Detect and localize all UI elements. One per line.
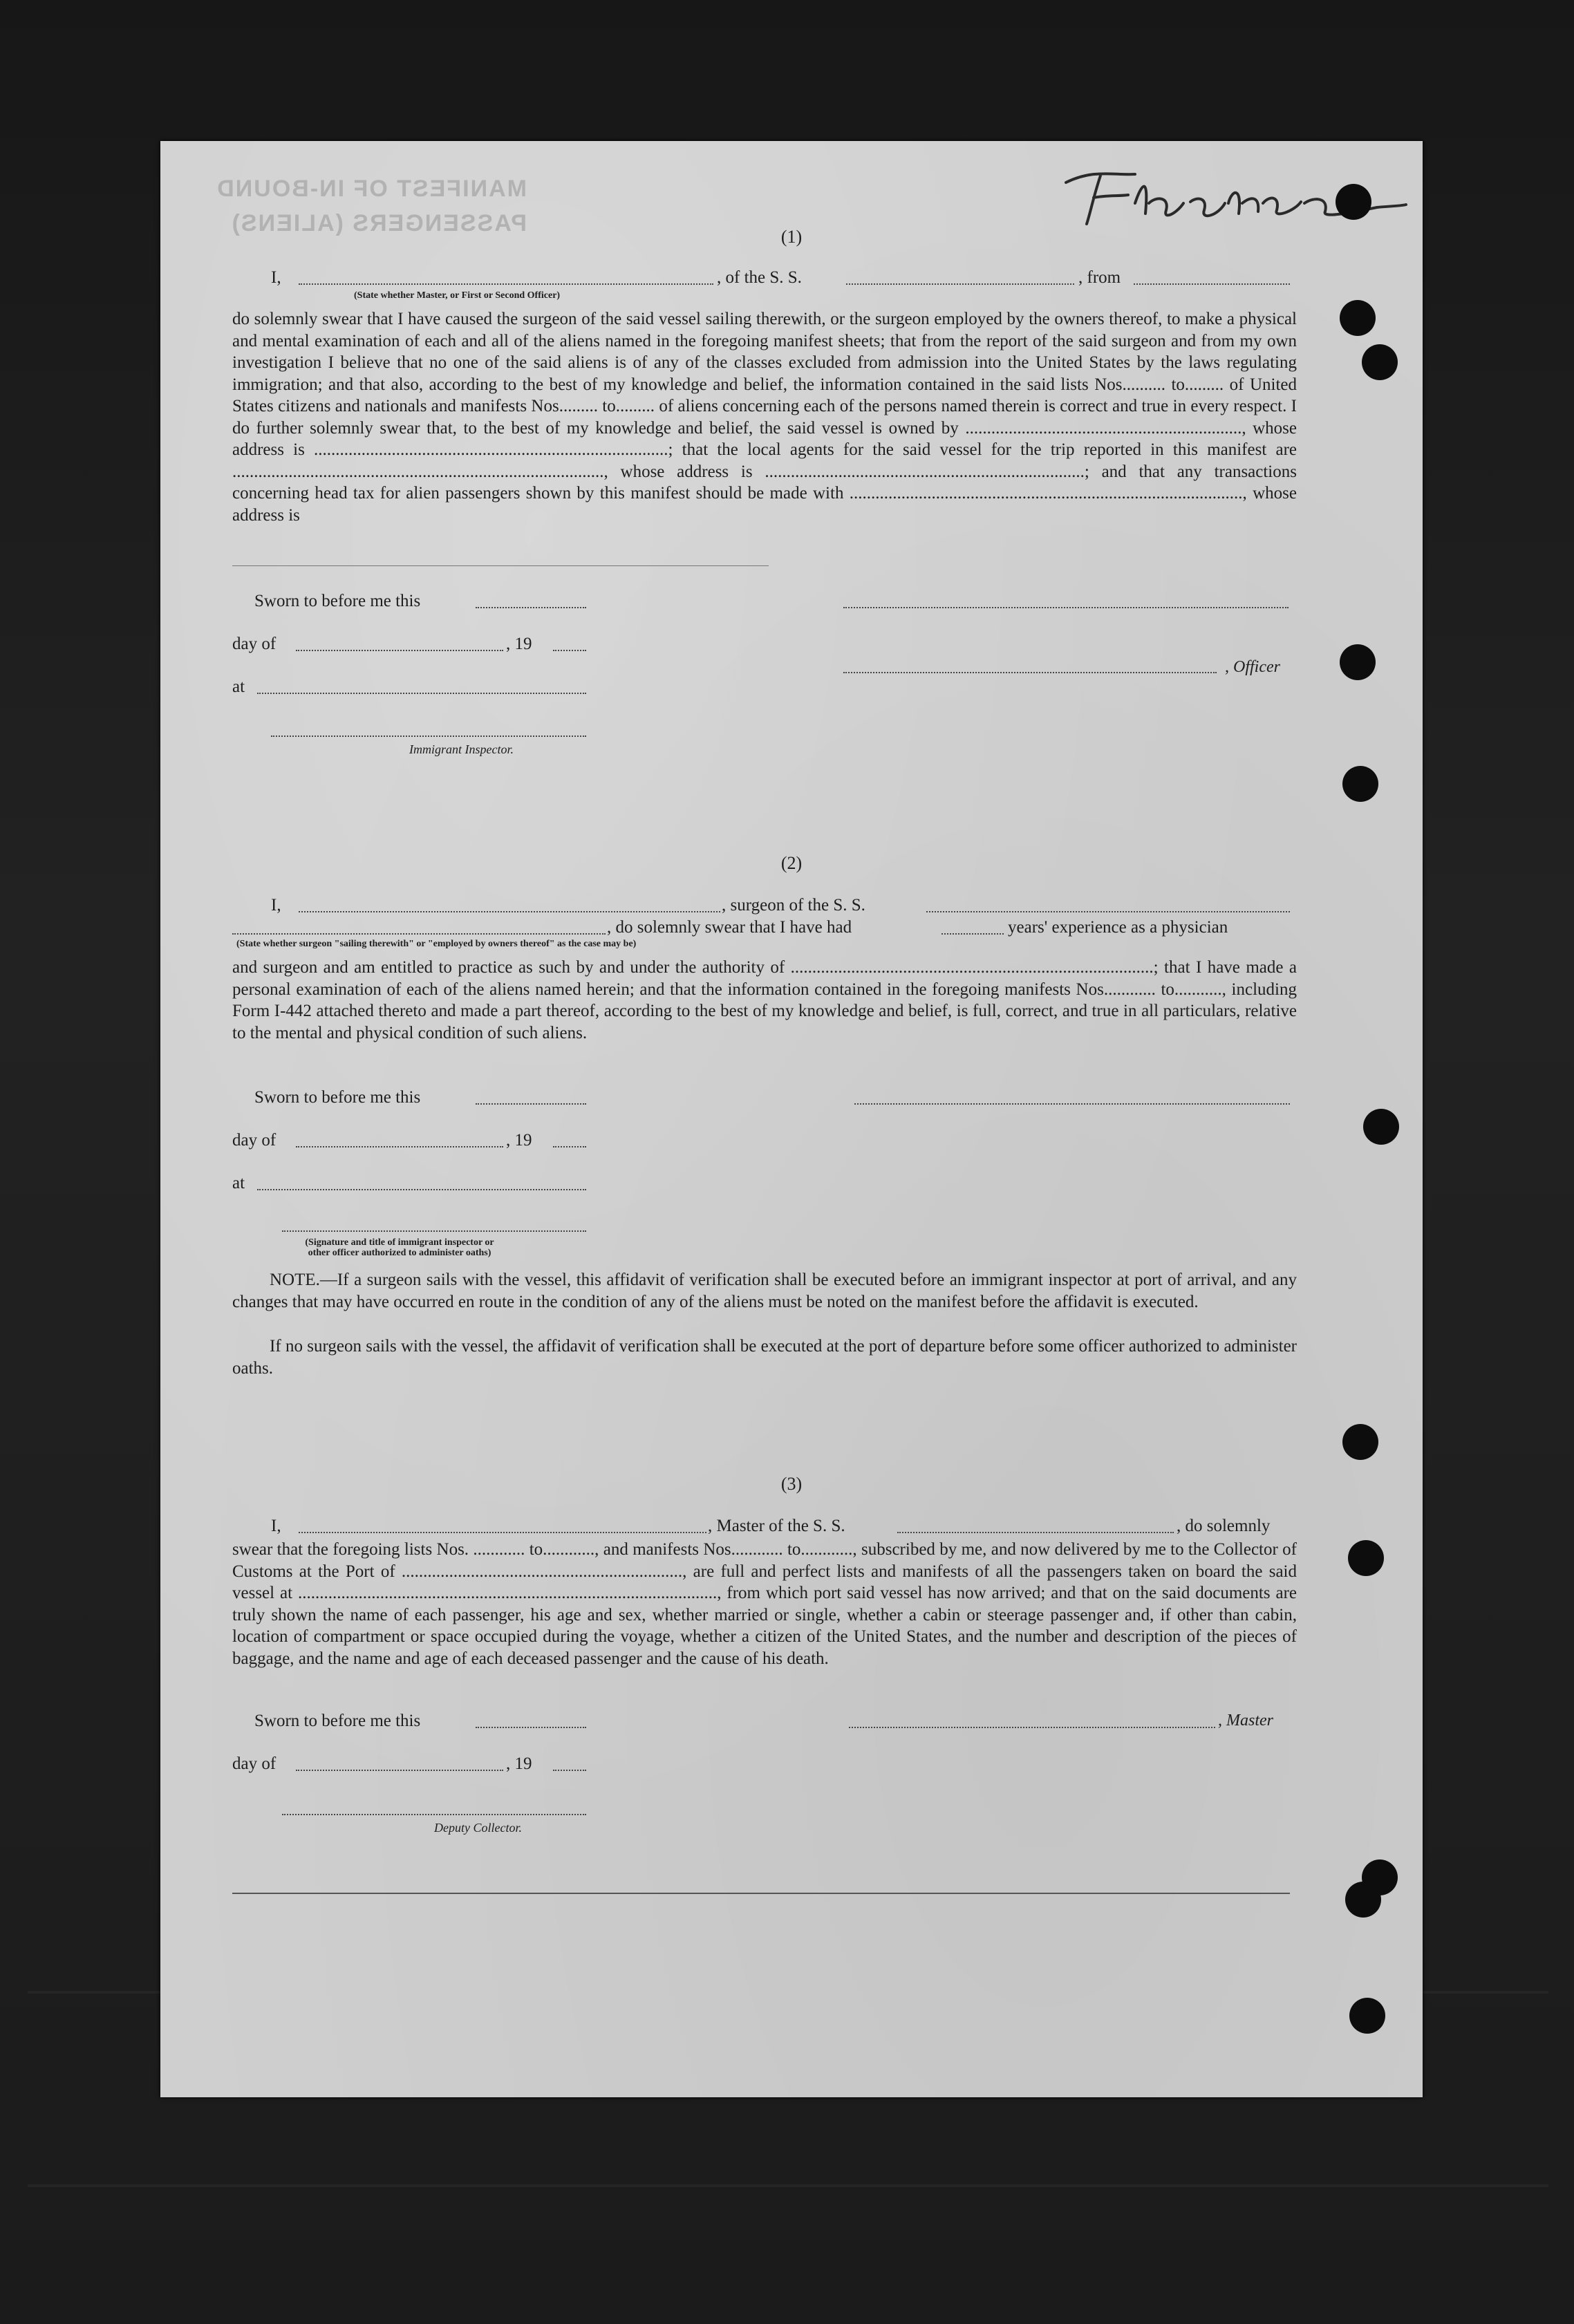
section-3-sworn-date-field[interactable]	[476, 1727, 586, 1728]
section-2-physician-text: years' experience as a physician	[1008, 918, 1228, 937]
punch-hole	[1349, 1998, 1385, 2034]
section-1-intro-prefix: I,	[271, 268, 281, 287]
section-3-day-field[interactable]	[296, 1770, 503, 1771]
section-2-year-field[interactable]	[553, 1146, 586, 1147]
section-1-vessel-label: , of the S. S.	[717, 268, 802, 287]
section-3-year-label: , 19	[506, 1754, 532, 1773]
section-2-note: NOTE.—If a surgeon sails with the vessel, this affidavit of verification shall be executed before an immigrant inspector at port of arrival, and any changes that may have occurred en route in the condition of any of the aliens must be noted on the manifest before the affidavit is executed.	[232, 1271, 1297, 1311]
section-2-note-no-surgeon: If no surgeon sails with the vessel, the affidavit of verification shall be executed at the port of departure before some officer authorized to administer oaths.	[232, 1337, 1297, 1378]
section-2-caption: (State whether surgeon "sailing therewith" or "employed by owners thereof" as the case may be)	[236, 939, 637, 949]
section-1-sworn-date-field[interactable]	[476, 607, 586, 608]
section-2-year-label: , 19	[506, 1131, 532, 1150]
section-1-oath-text: do solemnly swear that I have caused the surgeon of the said vessel sailing therewith, or the surgeon employed by the owners thereof, to make a physical and mental examination of each and all of the aliens named in the foregoing manifest sheets; that from the report of the said surgeon and from my own investigation I believe that no one of the said aliens is of any of the classes excluded from admission into the United States by the laws regulating immigration; and that also, according to the best of my knowledge and belief, the information contained in the said lists Nos.......... to......... of United States citizens and nationals and manifests Nos......... to......... of aliens concerning each of the persons named therein is correct and true in every respect. I do further solemnly swear that, to the best of my knowledge and belief, the said vessel is owned by ................................................................, whose address is ..................................................................................; that the local agents for the said vessel for the trip reported in this manifest are ......................................................................................, whose address is ..........................................................................; and that any transactions concerning head tax for alien passengers shown by this manifest should be made with ..........................................................................................., whose address is	[232, 310, 1297, 525]
section-2-intro-prefix: I,	[271, 896, 281, 915]
section-3-vessel-label: , Master of the S. S.	[708, 1517, 845, 1535]
divider	[232, 565, 769, 566]
surgeon-type-field[interactable]	[232, 933, 606, 935]
section-1-caption: (State whether Master, or First or Second Officer)	[354, 290, 561, 301]
officer-name-field[interactable]	[299, 283, 713, 285]
punch-hole	[1342, 1424, 1378, 1460]
document-sheet	[160, 141, 1423, 2097]
section-2-sworn-label: Sworn to before me this	[254, 1088, 421, 1107]
section-2-number: (2)	[780, 853, 803, 873]
section-2-swear-text: , do solemnly swear that I have had	[607, 918, 852, 937]
collector-signature-field[interactable]	[282, 1814, 586, 1815]
officer-label: , Officer	[1225, 658, 1280, 676]
section-2-officer-signature-field[interactable]	[282, 1230, 586, 1232]
section-3-sworn-label: Sworn to before me this	[254, 1712, 421, 1730]
section-3-vessel-field[interactable]	[897, 1532, 1174, 1533]
section-2-oath-text: and surgeon and am entitled to practice as such by and under the authority of ....................................................................................; that I have made a personal examination of each of the aliens named herein; and that the information contained in the foregoing manifests Nos............ to..........., including Form I-442 attached thereto and made a part thereof, according to the best of my knowledge and belief, is full, correct, and true in all particulars, relative to the mental and physical condition of such aliens.	[232, 958, 1297, 1042]
surgeon-name-field[interactable]	[299, 911, 720, 912]
section-2-at-label: at	[232, 1174, 245, 1192]
section-1-sworn-label: Sworn to before me this	[254, 592, 421, 610]
svg-text:MANIFEST OF IN-BOUND: MANIFEST OF IN-BOUND	[216, 176, 527, 202]
section-2-vessel-label: , surgeon of the S. S.	[722, 896, 865, 915]
punch-hole	[1345, 1882, 1381, 1918]
immigrant-inspector-label: Immigrant Inspector.	[409, 742, 514, 756]
deputy-collector-label: Deputy Collector.	[434, 1821, 522, 1835]
punch-hole	[1348, 1540, 1384, 1576]
section-1-number: (1)	[780, 227, 803, 247]
punch-hole	[1362, 344, 1398, 380]
section-3-year-field[interactable]	[553, 1770, 586, 1771]
vessel-name-field[interactable]	[846, 283, 1074, 285]
section-1-from-label: , from	[1078, 268, 1121, 287]
svg-text:PASSENGERS (ALIENS): PASSENGERS (ALIENS)	[230, 210, 527, 236]
section-2-day-label: day of	[232, 1131, 277, 1150]
section-2-sworn-date-field[interactable]	[476, 1103, 586, 1105]
section-1-at-label: at	[232, 677, 245, 696]
section-2-signature-caption: (Signature and title of immigrant inspector or other officer authorized to administer oaths)	[305, 1237, 494, 1258]
section-1-day-label: day of	[232, 635, 277, 653]
section-2-day-field[interactable]	[296, 1146, 503, 1147]
scan-artifact	[28, 2184, 1548, 2187]
master-label: , Master	[1218, 1712, 1273, 1730]
section-3-intro-prefix: I,	[271, 1517, 281, 1535]
section-1-inspector-signature-field[interactable]	[271, 735, 586, 737]
surgeon-signature-field[interactable]	[854, 1103, 1290, 1105]
section-1-day-field[interactable]	[296, 650, 503, 651]
master-signature-field[interactable]	[849, 1727, 1215, 1728]
punch-hole	[1336, 184, 1371, 220]
section-1-year-label: , 19	[506, 635, 532, 653]
from-port-field[interactable]	[1134, 283, 1290, 285]
bleed-through-mark	[216, 155, 554, 272]
punch-hole	[1342, 766, 1378, 802]
section-1-place-field[interactable]	[257, 693, 586, 694]
section-1-year-field[interactable]	[553, 650, 586, 651]
years-experience-field[interactable]	[941, 933, 1004, 935]
punch-hole	[1363, 1109, 1399, 1145]
section-1-officer-signature-field[interactable]	[843, 607, 1289, 608]
section-3-oath-text: swear that the foregoing lists Nos. ............ to............, and manifests Nos............ to............, subscribed by me, and now delivered by me to the Collector of Customs at the Port of ................................................................., are full and perfect lists and manifests of all the passengers taken on board the said vessel at ................................................................................................., from which port said vessel has now arrived; and that on the said documents are truly shown the name of each passenger, his age and sex, whether married or single, whether a cabin or steerage passenger and, if other than cabin, location of compartment or space occupied during the voyage, whether a citizen of the United States, and the number and description of the pieces of baggage, and the name and age of each deceased passenger and the cause of his death.	[232, 1540, 1297, 1668]
section-2-place-field[interactable]	[257, 1189, 586, 1190]
punch-hole	[1340, 644, 1376, 680]
section-1-officer-title-field[interactable]	[843, 672, 1217, 673]
section-3-number: (3)	[780, 1474, 803, 1494]
punch-hole	[1340, 300, 1376, 336]
bottom-rule	[232, 1893, 1290, 1894]
section-3-solemnly-text: , do solemnly	[1177, 1517, 1271, 1535]
section-3-day-label: day of	[232, 1754, 277, 1773]
master-name-field[interactable]	[299, 1532, 706, 1533]
section-2-vessel-field[interactable]	[926, 911, 1290, 912]
